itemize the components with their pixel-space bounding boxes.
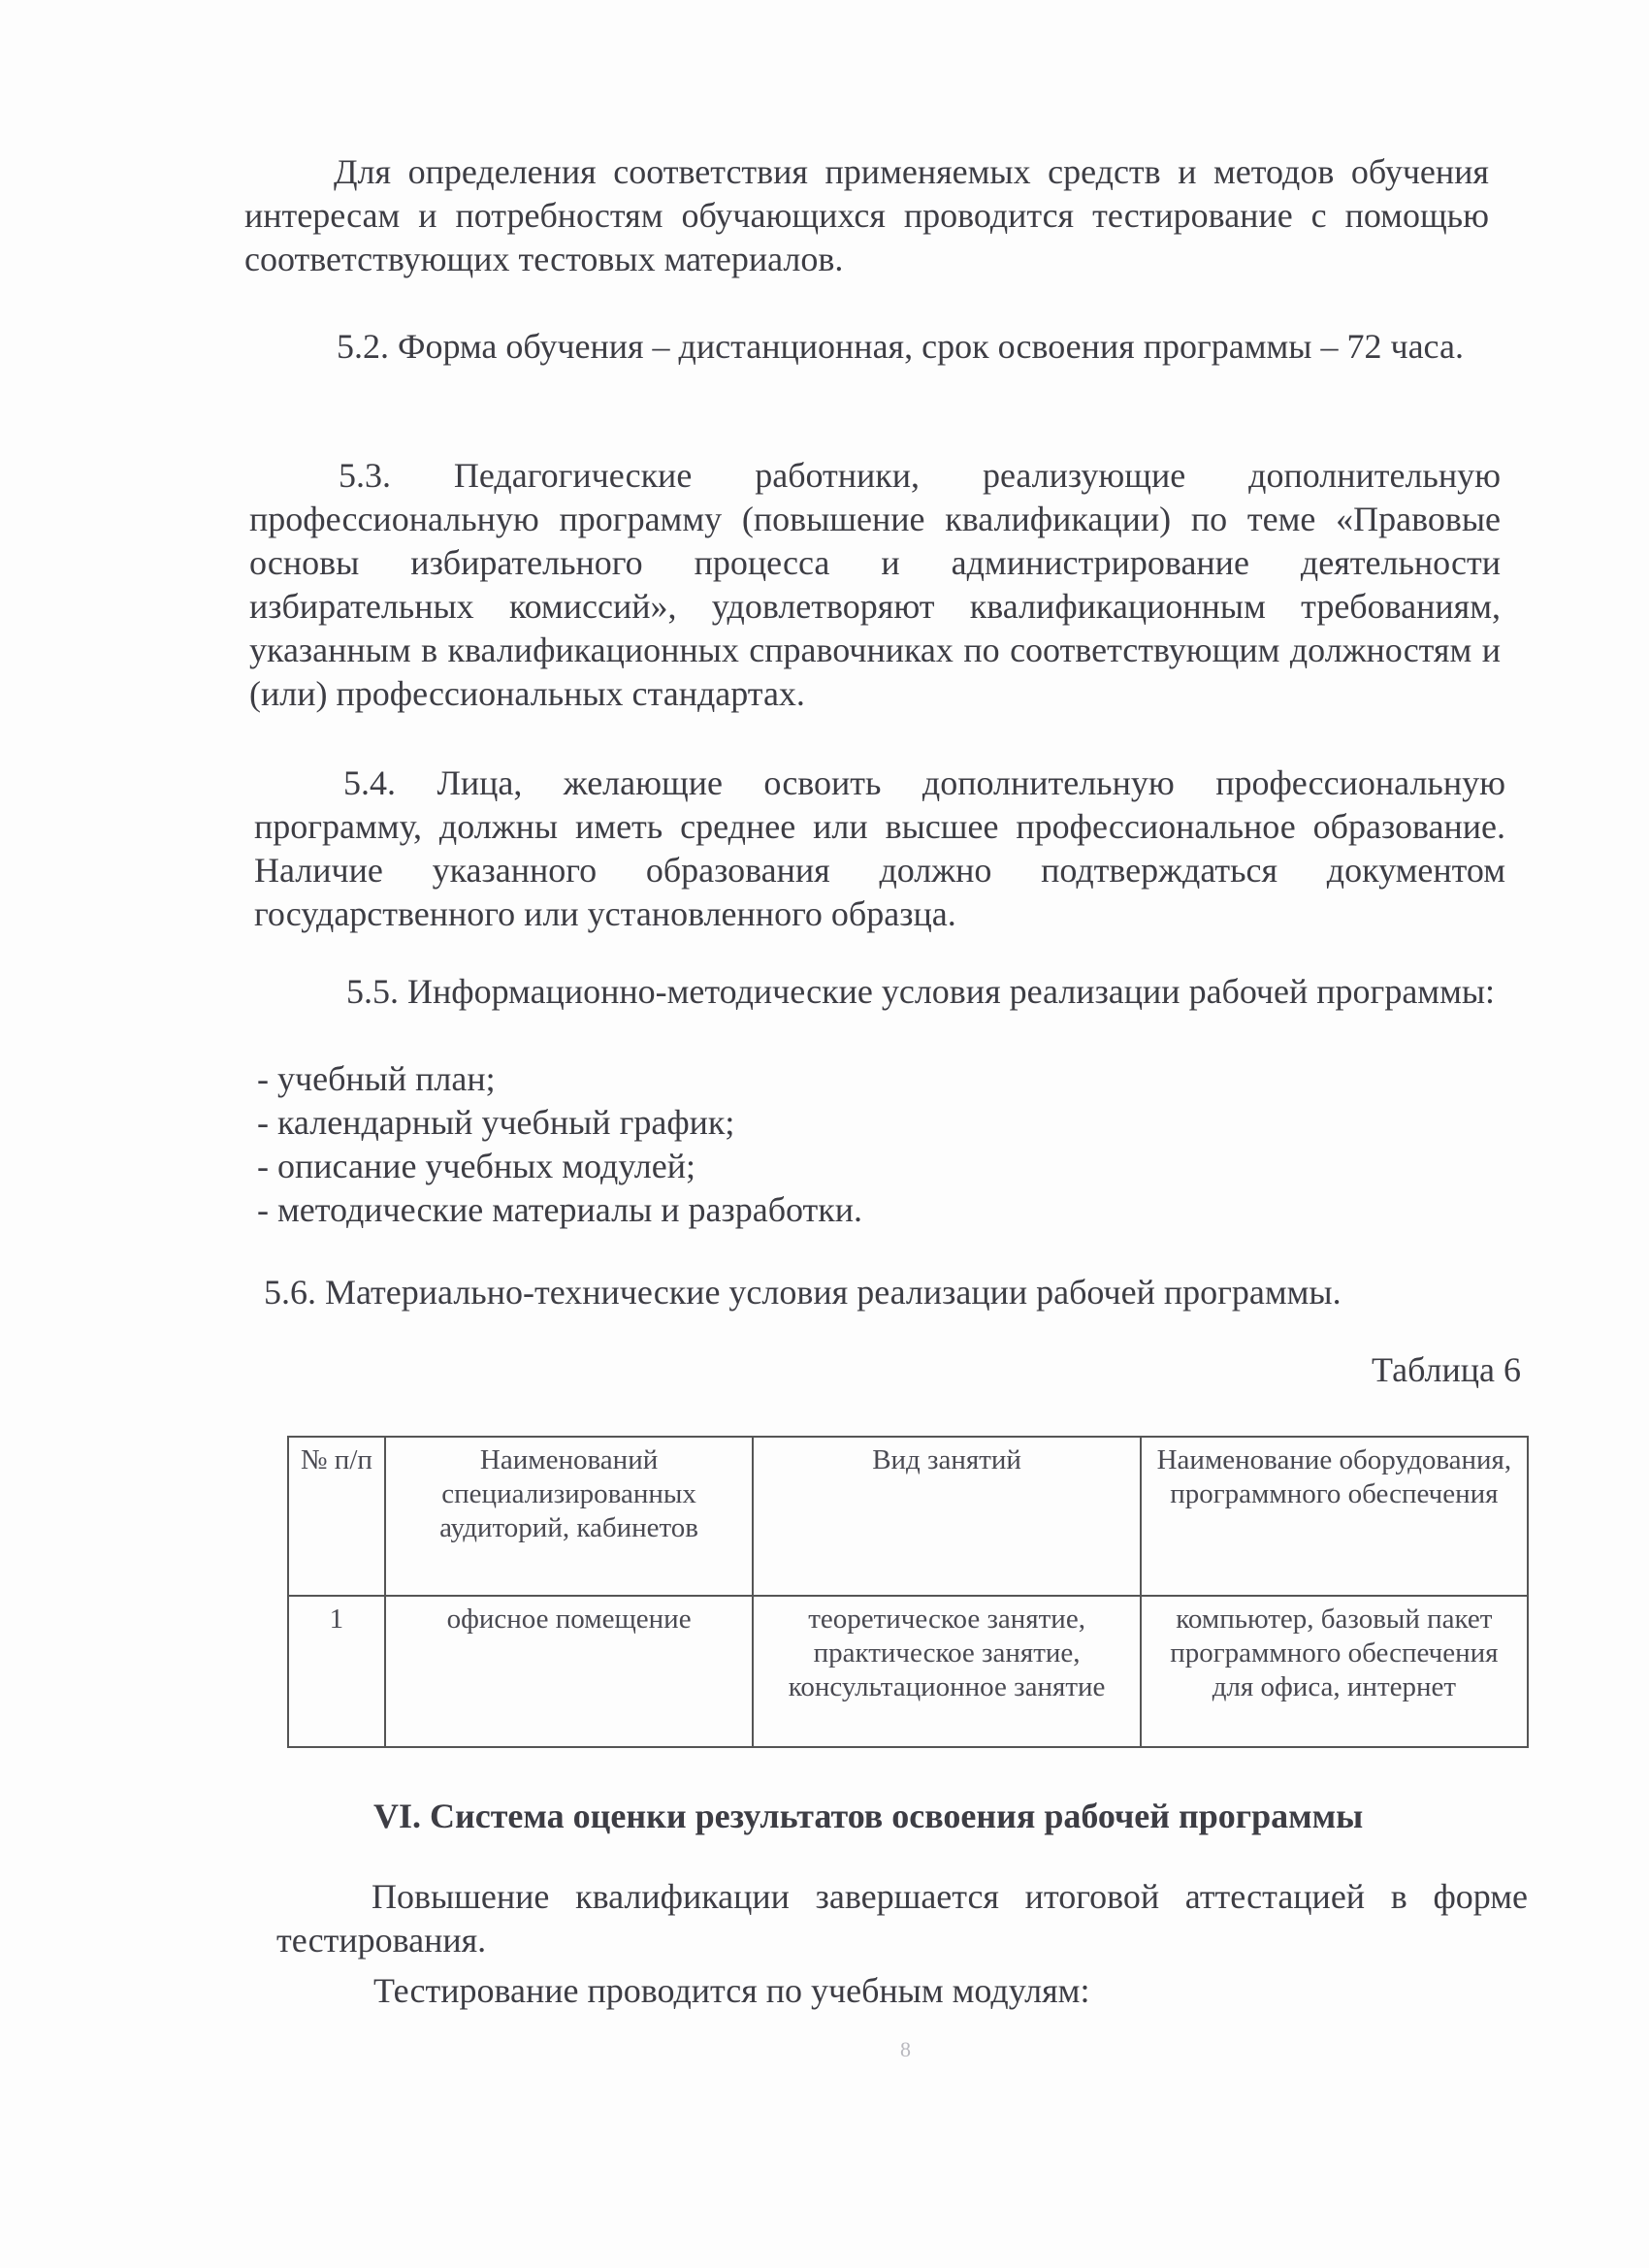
table-row <box>288 1596 1528 1747</box>
header-class-type: Вид занятий <box>753 1437 1140 1596</box>
paragraph-5-6: 5.6. Материально-технические условия реализации рабочей программы. <box>264 1273 1342 1312</box>
page-number: 8 <box>900 2037 911 2061</box>
list-item: - методические материалы и разработки. <box>257 1190 863 1229</box>
list-item: - календарный учебный график; <box>257 1103 735 1142</box>
conditions-list <box>257 1057 1324 1232</box>
header-equipment: Наименование оборудования, программного обеспечения <box>1141 1437 1528 1596</box>
paragraph-5-5: 5.5. Информационно-методические условия реализации рабочей программы: <box>346 972 1496 1011</box>
equipment-table <box>287 1436 1529 1748</box>
cell-equipment: компьютер, базовый пакет программного обеспечения для офиса, интернет <box>1141 1596 1528 1747</box>
header-number: № п/п <box>288 1437 385 1596</box>
paragraph-testing-intro: Для определения соответствия применяемых средств и методов обучения интересам и потребностям обучающихся проводится тестирование с помощью соответствующих тестовых материалов. <box>244 152 1489 278</box>
cell-room: офисное помещение <box>385 1596 754 1747</box>
cell-class-type: теоретическое занятие, практическое занятие, консультационное занятие <box>753 1596 1140 1747</box>
header-rooms: Наименований специализированных аудиторий, кабинетов <box>385 1437 754 1596</box>
table-caption: Таблица 6 <box>1372 1350 1521 1389</box>
list-item: - описание учебных модулей; <box>257 1147 695 1185</box>
list-item: - учебный план; <box>257 1059 496 1098</box>
paragraph-final-attestation: Повышение квалификации завершается итоговой аттестацией в форме тестирования. <box>276 1877 1528 1960</box>
paragraph-5-4: 5.4. Лица, желающие освоить дополнительную профессиональную программу, должны иметь среднее или высшее профессиональное образование. Наличие указанного образования должно подтверждаться документом государственного или установленного образца. <box>254 763 1505 933</box>
section-heading: VI. Система оценки результатов освоения рабочей программы <box>373 1797 1364 1835</box>
table-header-row <box>288 1437 1528 1596</box>
paragraph-5-2: 5.2. Форма обучения – дистанционная, срок освоения программы – 72 часа. <box>337 327 1464 366</box>
paragraph-testing-modules: Тестирование проводится по учебным модулям: <box>373 1971 1090 2010</box>
paragraph-5-3: 5.3. Педагогические работники, реализующие дополнительную профессиональную программу (повышение квалификации) по теме «Правовые основы избирательного процесса и администрирование деятельности избирательных комиссий», удовлетворяют квалификационным требованиям, указанным в квалификационных справочниках по соответствующим должностям и (или) профессиональных стандартах. <box>249 456 1501 713</box>
cell-number: 1 <box>288 1596 385 1747</box>
